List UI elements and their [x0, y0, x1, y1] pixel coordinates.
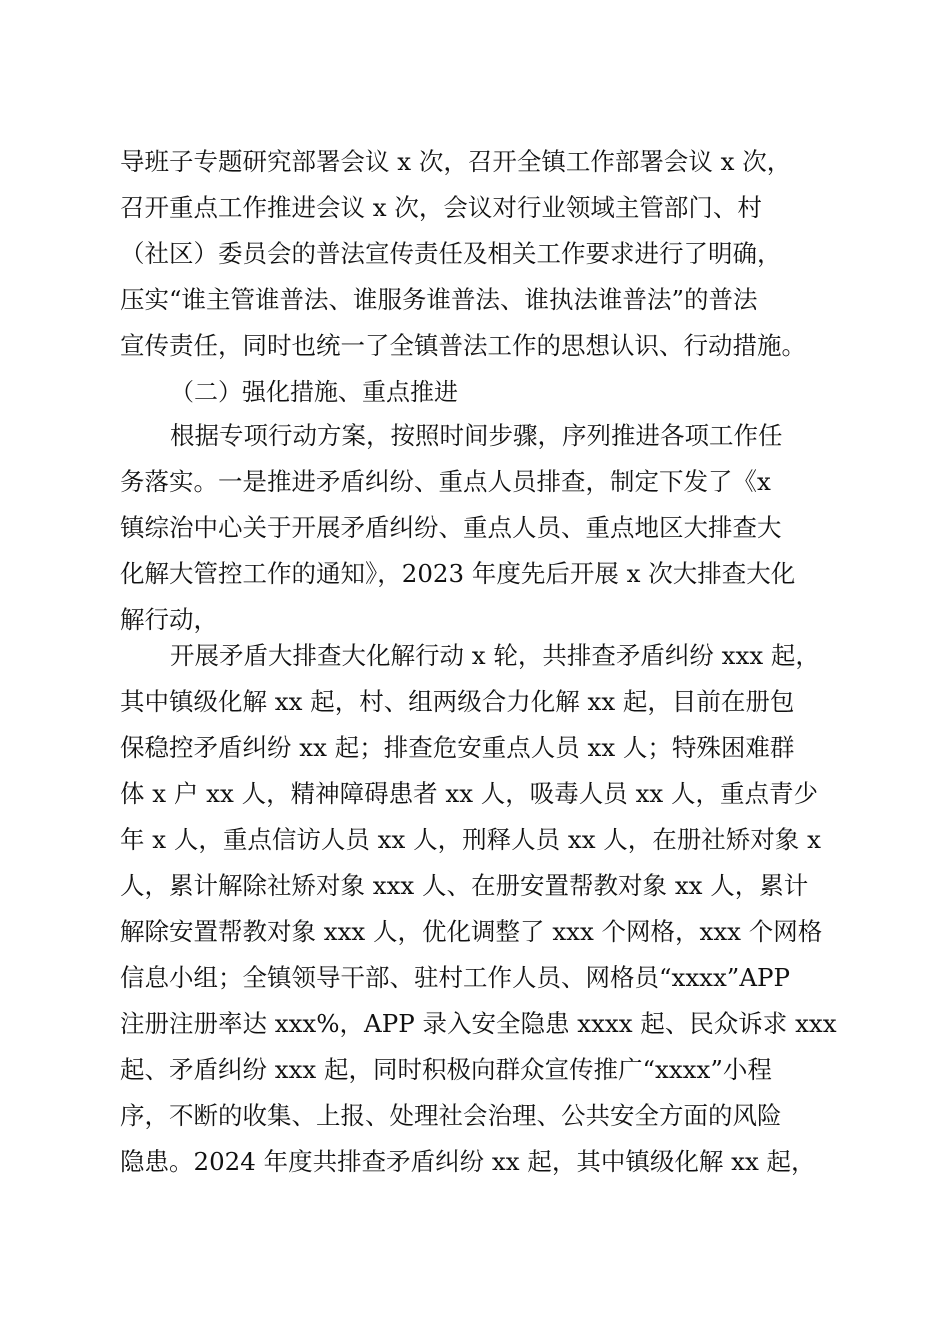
paragraph1-line-1: 导班子专题研究部署会议 x 次，召开全镇工作部署会议 x 次， [120, 147, 792, 176]
paragraph3-line-11: 序，不断的收集、上报、处理社会治理、公共安全方面的风险 [120, 1101, 782, 1130]
paragraph3-line-5: 年 x 人，重点信访人员 xx 人，刑释人员 xx 人，在册社矫对象 x [120, 825, 821, 854]
paragraph2-line-2: 务落实。一是推进矛盾纠纷、重点人员排查，制定下发了《x [120, 467, 771, 496]
paragraph2-line-5: 解行动， [120, 605, 218, 634]
paragraph2-line-4: 化解大管控工作的通知》，2023 年度先后开展 x 次大排查大化 [120, 559, 796, 588]
paragraph1-line-5: 宣传责任，同时也统一了全镇普法工作的思想认识、行动措施。 [120, 331, 806, 360]
paragraph3-line-8: 信息小组；全镇领导干部、驻村工作人员、网格员“xxxx”APP [120, 963, 790, 992]
paragraph3-line-7: 解除安置帮教对象 xxx 人，优化调整了 xxx 个网格，xxx 个网格 [120, 917, 823, 946]
paragraph3-line-6: 人，累计解除社矫对象 xxx 人、在册安置帮教对象 xx 人，累计 [120, 871, 809, 900]
paragraph3-line-12: 隐患。2024 年度共排查矛盾纠纷 xx 起，其中镇级化解 xx 起， [120, 1147, 816, 1176]
paragraph3-line-10: 起、矛盾纠纷 xxx 起，同时积极向群众宣传推广“xxxx”小程 [120, 1055, 772, 1084]
paragraph2-line-1: 根据专项行动方案，按照时间步骤，序列推进各项工作任 [170, 421, 783, 450]
paragraph1-line-2: 召开重点工作推进会议 x 次，会议对行业领域主管部门、村 [120, 193, 762, 222]
paragraph2-line-3: 镇综治中心关于开展矛盾纠纷、重点人员、重点地区大排查大 [120, 513, 782, 542]
section-heading: （二）强化措施、重点推进 [170, 378, 458, 406]
paragraph1-line-4: 压实“谁主管谁普法、谁服务谁普法、谁执法谁普法”的普法 [120, 285, 758, 314]
paragraph3-line-9: 注册注册率达 xxx%，APP 录入安全隐患 xxxx 起、民众诉求 xxx [120, 1009, 837, 1038]
paragraph3-line-3: 保稳控矛盾纠纷 xx 起；排查危安重点人员 xx 人；特殊困难群 [120, 733, 795, 762]
paragraph3-line-1: 开展矛盾大排查大化解行动 x 轮，共排查矛盾纠纷 xxx 起， [170, 641, 820, 670]
paragraph3-line-4: 体 x 户 xx 人，精神障碍患者 xx 人，吸毒人员 xx 人，重点青少 [120, 779, 819, 808]
paragraph3-line-2: 其中镇级化解 xx 起，村、组两级合力化解 xx 起，目前在册包 [120, 687, 795, 716]
paragraph1-line-3: （社区）委员会的普法宣传责任及相关工作要求进行了明确， [120, 239, 782, 268]
